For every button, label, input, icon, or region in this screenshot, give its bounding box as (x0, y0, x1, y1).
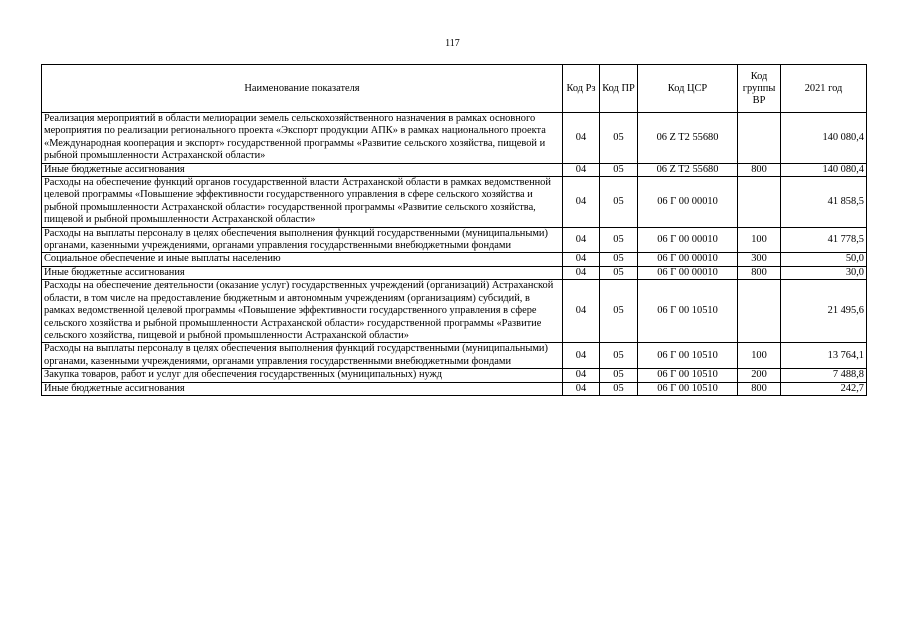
table-row (42, 280, 867, 343)
cell-pr: 05 (600, 343, 638, 369)
cell-amount: 7 488,8 (781, 369, 867, 382)
cell-csr: 06 Г 00 00010 (638, 227, 738, 253)
table-header-row (42, 65, 867, 113)
cell-name: Реализация мероприятий в области мелиорации земель сельскохозяйственного назначения в рамках основного мероприятия по реализации регионального проекта «Экспорт продукции АПК» в рамках национального проекта «Международная кооперация и экспорт» государственной программы «Развитие сельского хозяйства, пищевой и рыбной промышленности Астраханской области» (42, 113, 563, 164)
cell-csr: 06 Z T2 55680 (638, 163, 738, 176)
header-pr: Код ПР (600, 65, 638, 113)
table-row (42, 177, 867, 228)
cell-amount: 242,7 (781, 382, 867, 395)
cell-pr: 05 (600, 253, 638, 266)
cell-amount: 41 778,5 (781, 227, 867, 253)
table-row (42, 382, 867, 395)
cell-rz: 04 (563, 343, 600, 369)
table-row (42, 343, 867, 369)
cell-amount: 21 495,6 (781, 280, 867, 343)
cell-vr: 300 (738, 253, 781, 266)
cell-rz: 04 (563, 266, 600, 279)
cell-pr: 05 (600, 163, 638, 176)
budget-table (41, 64, 867, 396)
cell-amount: 41 858,5 (781, 177, 867, 228)
header-amount: 2021 год (781, 65, 867, 113)
cell-csr: 06 Г 00 10510 (638, 343, 738, 369)
cell-rz: 04 (563, 280, 600, 343)
cell-pr: 05 (600, 280, 638, 343)
cell-csr: 06 Г 00 10510 (638, 280, 738, 343)
cell-csr: 06 Г 00 10510 (638, 382, 738, 395)
cell-name: Расходы на выплаты персоналу в целях обеспечения выполнения функций государственными (муниципальными) органами, казенными учреждениями, органами управления государственными внебюджетными фондами (42, 227, 563, 253)
cell-pr: 05 (600, 369, 638, 382)
cell-name: Расходы на обеспечение функций органов государственной власти Астраханской области в рамках ведомственной целевой программы «Повышение эффективности государственного управления в сфере сельского хозяйства и рыбной промышленности Астраханской области» государственной программы «Развитие сельского хозяйства, пищевой и рыбной промышленности Астраханской области» (42, 177, 563, 228)
cell-amount: 140 080,4 (781, 163, 867, 176)
table-row (42, 266, 867, 279)
cell-amount: 13 764,1 (781, 343, 867, 369)
header-vr: Код группы ВР (738, 65, 781, 113)
cell-vr: 800 (738, 266, 781, 279)
cell-rz: 04 (563, 369, 600, 382)
cell-vr: 800 (738, 382, 781, 395)
cell-name: Иные бюджетные ассигнования (42, 266, 563, 279)
header-name: Наименование показателя (42, 65, 563, 113)
table-row (42, 227, 867, 253)
cell-vr: 200 (738, 369, 781, 382)
cell-pr: 05 (600, 382, 638, 395)
cell-vr: 100 (738, 343, 781, 369)
cell-name: Социальное обеспечение и иные выплаты населению (42, 253, 563, 266)
cell-amount: 50,0 (781, 253, 867, 266)
cell-name: Иные бюджетные ассигнования (42, 163, 563, 176)
cell-csr: 06 Г 00 00010 (638, 177, 738, 228)
cell-csr: 06 Z T2 55680 (638, 113, 738, 164)
header-csr: Код ЦСР (638, 65, 738, 113)
table-row (42, 163, 867, 176)
cell-csr: 06 Г 00 00010 (638, 266, 738, 279)
page-number: 117 (445, 38, 460, 49)
header-rz: Код Рз (563, 65, 600, 113)
cell-vr (738, 280, 781, 343)
table-row (42, 253, 867, 266)
cell-pr: 05 (600, 177, 638, 228)
table-row (42, 113, 867, 164)
cell-name: Закупка товаров, работ и услуг для обеспечения государственных (муниципальных) нужд (42, 369, 563, 382)
cell-rz: 04 (563, 113, 600, 164)
cell-vr: 100 (738, 227, 781, 253)
cell-vr: 800 (738, 163, 781, 176)
cell-rz: 04 (563, 227, 600, 253)
cell-rz: 04 (563, 253, 600, 266)
cell-name: Иные бюджетные ассигнования (42, 382, 563, 395)
cell-rz: 04 (563, 163, 600, 176)
cell-rz: 04 (563, 382, 600, 395)
cell-csr: 06 Г 00 00010 (638, 253, 738, 266)
cell-vr (738, 177, 781, 228)
table-row (42, 369, 867, 382)
cell-amount: 30,0 (781, 266, 867, 279)
cell-vr (738, 113, 781, 164)
cell-rz: 04 (563, 177, 600, 228)
cell-csr: 06 Г 00 10510 (638, 369, 738, 382)
cell-name: Расходы на выплаты персоналу в целях обеспечения выполнения функций государственными (муниципальными) органами, казенными учреждениями, органами управления государственными внебюджетными фондами (42, 343, 563, 369)
cell-pr: 05 (600, 113, 638, 164)
cell-amount: 140 080,4 (781, 113, 867, 164)
cell-pr: 05 (600, 227, 638, 253)
cell-name: Расходы на обеспечение деятельности (оказание услуг) государственных учреждений (организаций) Астраханской области, в том числе на предоставление бюджетным и автономным учреждениям (организациям) субсидий, в рамках ведомственной целевой программы «Повышение эффективности государственного управления в сфере сельского хозяйства и рыбной промышленности Астраханской области» государственной программы «Развитие сельского хозяйства, пищевой и рыбной промышленности Астраханской области» (42, 280, 563, 343)
cell-pr: 05 (600, 266, 638, 279)
